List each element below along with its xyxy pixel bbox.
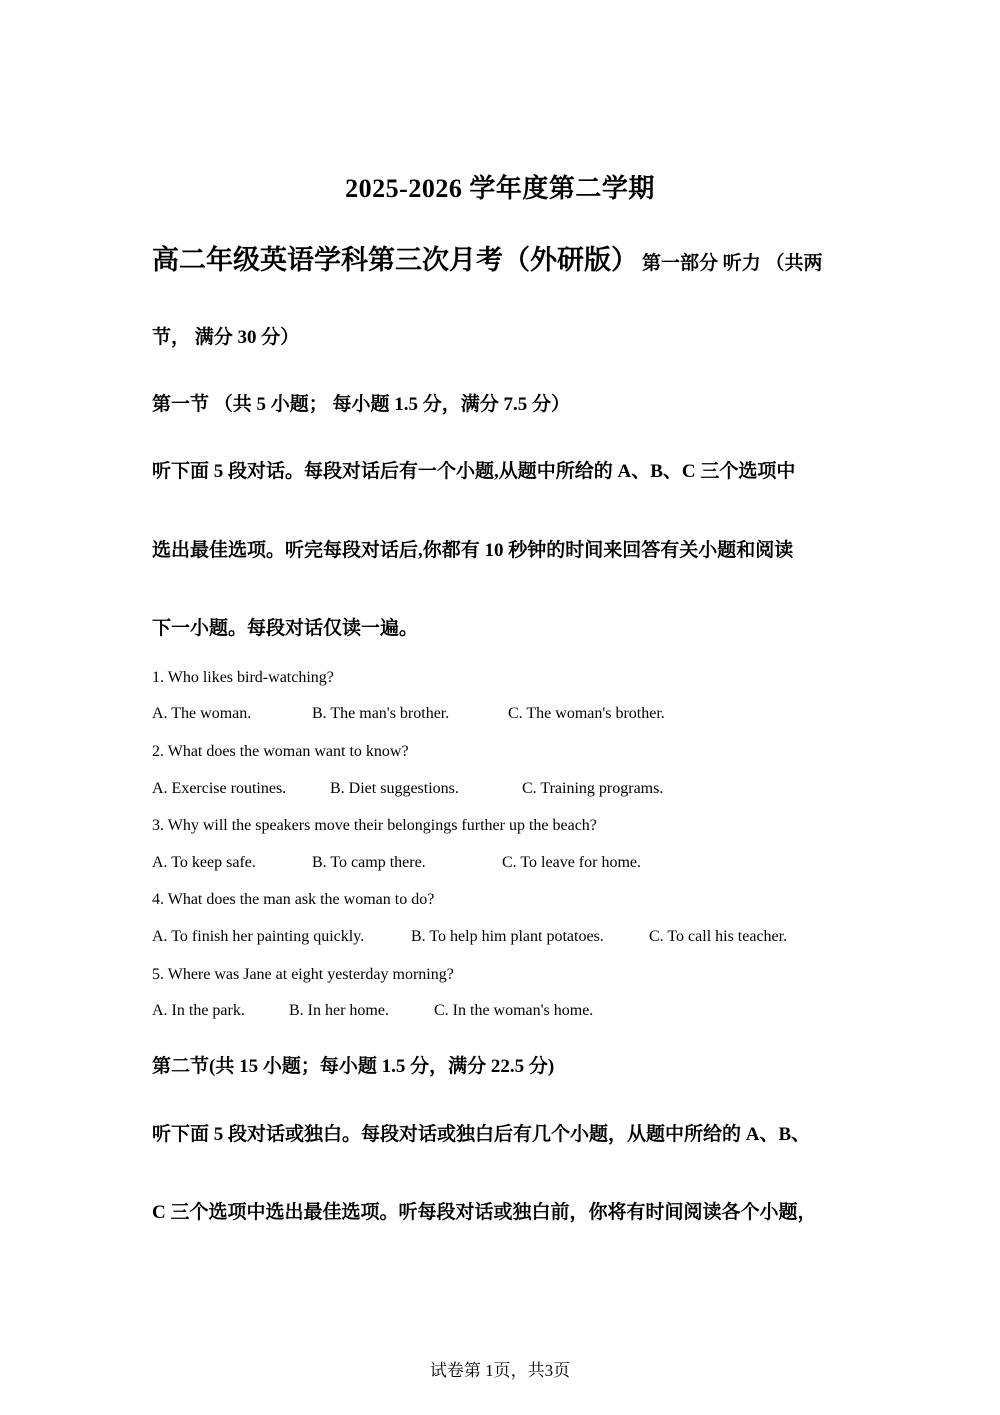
option-b: B. In her home. <box>289 1002 389 1019</box>
page-footer: 试卷第 1页，共3页 <box>429 1361 571 1380</box>
option-c: C. To leave for home. <box>502 854 641 871</box>
question-options <box>152 705 665 723</box>
option-a: A. To keep safe. <box>152 854 256 871</box>
section1-instruction-line: 听下面 5 段对话。每段对话后有一个小题,从题中所给的 A、B、C 三个选项中 <box>152 461 796 482</box>
section1-instruction-line: 选出最佳选项。听完每段对话后,你都有 10 秒钟的时间来回答有关小题和阅读 <box>152 540 794 561</box>
option-a: A. To finish her painting quickly. <box>152 928 365 945</box>
question-stem: 1. Who likes bird-watching? <box>152 669 334 686</box>
option-b: B. To camp there. <box>312 854 426 871</box>
section2-heading: 第二节(共 15 小题；每小题 1.5 分，满分 22.5 分) <box>152 1056 555 1077</box>
option-c: C. To call his teacher. <box>649 928 788 945</box>
question-options <box>152 1002 593 1020</box>
option-c: C. In the woman's home. <box>434 1002 594 1019</box>
question-options <box>152 780 663 798</box>
section1-instruction-line: 下一小题。每段对话仅读一遍。 <box>152 618 419 639</box>
option-b: B. To help him plant potatoes. <box>411 928 604 945</box>
option-b: B. The man's brother. <box>312 705 450 722</box>
section2-instruction-line: 听下面 5 段对话或独白。每段对话或独白后有几个小题，从题中所给的 A、B、 <box>152 1124 811 1145</box>
question-stem: 5. Where was Jane at eight yesterday morning? <box>152 966 454 983</box>
question-options <box>152 854 641 872</box>
option-a: A. Exercise routines. <box>152 780 287 797</box>
option-b: B. Diet suggestions. <box>330 780 459 797</box>
exam-subtitle-line <box>152 238 823 277</box>
question-options <box>152 928 787 946</box>
section1-heading: 第一节 （共 5 小题； 每小题 1.5 分，满分 7.5 分） <box>152 394 571 415</box>
option-a: A. The woman. <box>152 705 252 722</box>
question-stem: 2. What does the woman want to know? <box>152 743 409 760</box>
question-stem: 3. Why will the speakers move their belongings further up the beach? <box>152 817 597 834</box>
option-c: C. Training programs. <box>522 780 664 797</box>
question-stem: 4. What does the man ask the woman to do? <box>152 891 435 908</box>
section2-instruction-line: C 三个选项中选出最佳选项。听每段对话或独白前，你将有时间阅读各个小题， <box>152 1202 817 1223</box>
exam-subtitle: 高二年级英语学科第三次月考（外研版） <box>152 245 638 275</box>
option-c: C. The woman's brother. <box>508 705 665 722</box>
part-heading: 第一部分 听力 （共两 <box>642 253 823 274</box>
part-heading-continued: 节， 满分 30 分） <box>152 327 300 348</box>
exam-title: 2025-2026 学年度第二学期 <box>345 174 655 203</box>
option-a: A. In the park. <box>152 1002 245 1019</box>
